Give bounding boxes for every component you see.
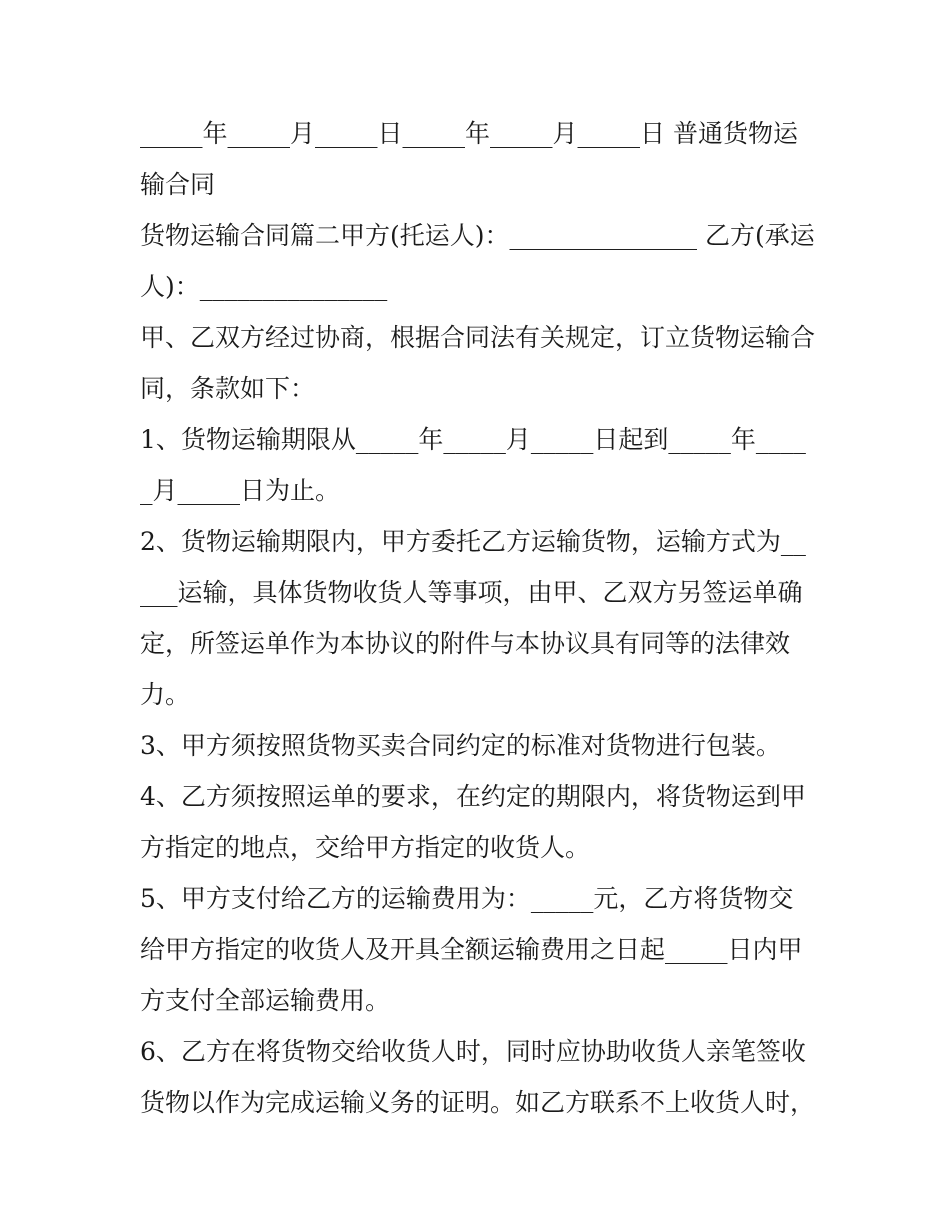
document-body [140, 108, 815, 1128]
clause-6: 6、乙方在将货物交给收货人时，同时应协助收货人亲笔签收货物以作为完成运输义务的证明。如乙方联系不上收货人时， [140, 1037, 816, 1117]
contract-title-line: _____年_____月_____日_____年_____月_____日 普通货物运输合同 [140, 119, 798, 199]
clause-2: 2、货物运输期限内，甲方委托乙方运输货物，运输方式为_____运输，具体货物收货人等事项，由甲、乙双方另签运单确定，所签运单作为本协议的附件与本协议具有同等的法律效力。 [140, 527, 806, 709]
clause-1: 1、货物运输期限从_____年_____月_____日起到_____年_____月_____日为止。 [140, 425, 806, 505]
clause-4: 4、乙方须按照运单的要求，在约定的期限内，将货物运到甲方指定的地点，交给甲方指定的收货人。 [140, 782, 806, 862]
clause-5: 5、甲方支付给乙方的运输费用为：_____元，乙方将货物交给甲方指定的收货人及开具全额运输费用之日起_____日内甲方支付全部运输费用。 [140, 884, 803, 1015]
preamble-paragraph: 甲、乙双方经过协商，根据合同法有关规定，订立货物运输合同，条款如下： [140, 323, 816, 403]
clause-3: 3、甲方须按照货物买卖合同约定的标准对货物进行包装。 [140, 731, 781, 760]
parties-line: 货物运输合同篇二甲方(托运人)：_______________ 乙方(承运人)：_______________ [140, 221, 815, 301]
